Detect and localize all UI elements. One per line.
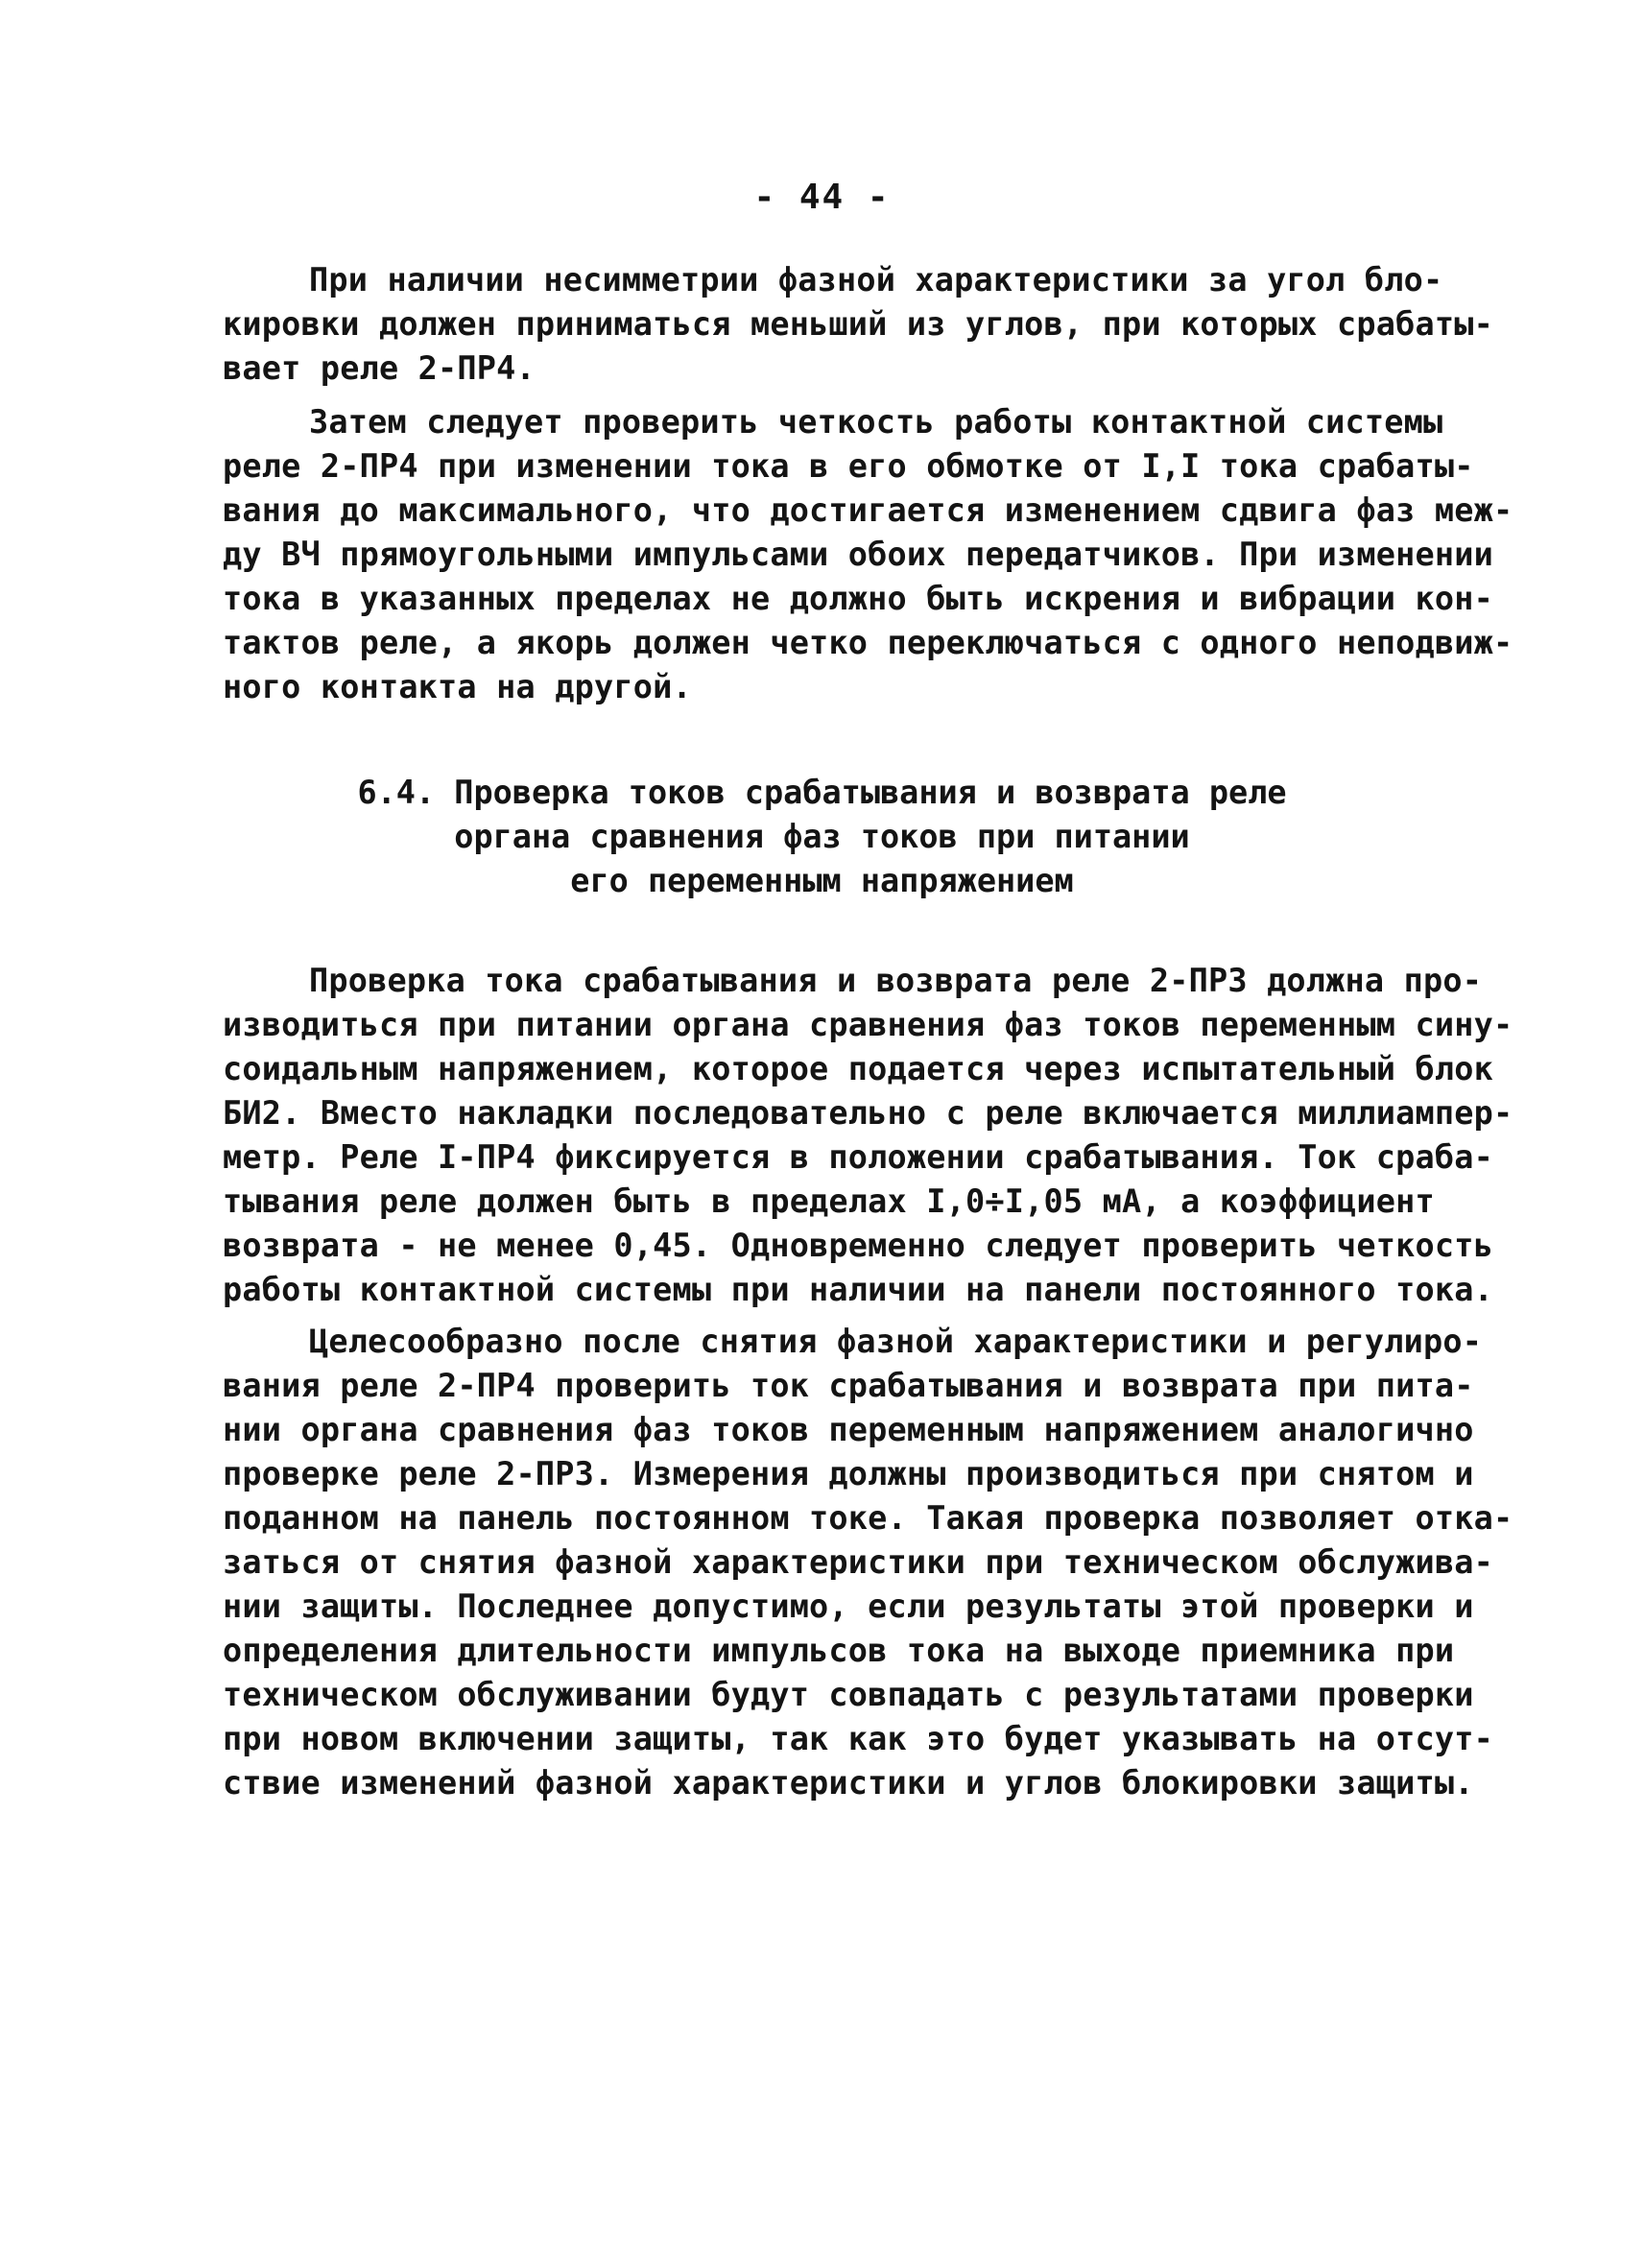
text-line: изводиться при питании органа сравнения фаз токов переменным сину- <box>223 1006 1513 1043</box>
text-line: вания до максимального, что достигается изменением сдвига фаз меж- <box>223 491 1513 529</box>
text-line: ствие изменений фазной характеристики и углов блокировки защиты. <box>223 1764 1474 1802</box>
text-line: нии органа сравнения фаз токов переменным напряжением аналогично <box>223 1411 1474 1448</box>
text-line: техническом обслуживании будут совпадать с результатами проверки <box>223 1676 1474 1713</box>
text-line: заться от снятия фазной характеристики при техническом обслужива- <box>223 1543 1493 1581</box>
text-line: тывания реле должен быть в пределах I,0÷I,05 мА, а коэффициент <box>223 1182 1435 1220</box>
text-line: ного контакта на другой. <box>223 668 692 705</box>
text-line: определения длительности импульсов тока на выходе приемника при <box>223 1632 1455 1669</box>
section-heading-line: 6.4. Проверка токов срабатывания и возврата реле <box>357 774 1287 811</box>
text-line: возврата - не менее 0,45. Одновременно следует проверить четкость <box>223 1227 1493 1264</box>
text-line: метр. Реле I-ПР4 фиксируется в положении срабатывания. Ток сраба- <box>223 1138 1493 1176</box>
page-number: - 44 - <box>753 178 891 217</box>
text-line: При наличии несимметрии фазной характеристики за угол бло- <box>309 261 1443 298</box>
text-line: соидальным напряжением, которое подается через испытательный блок <box>223 1050 1493 1087</box>
text-line: при новом включении защиты, так как это будет указывать на отсут- <box>223 1720 1493 1757</box>
text-line: вания реле 2-ПР4 проверить ток срабатывания и возврата при пита- <box>223 1367 1474 1404</box>
text-line: вает реле 2-ПР4. <box>223 349 536 387</box>
text-line: поданном на панель постоянном токе. Такая проверка позволяет отка- <box>223 1499 1513 1537</box>
text-line: тактов реле, а якорь должен четко переключаться с одного неподвиж- <box>223 624 1513 661</box>
text-line: реле 2-ПР4 при изменении тока в его обмотке от I,I тока срабаты- <box>223 447 1474 485</box>
text-line: нии защиты. Последнее допустимо, если результаты этой проверки и <box>223 1588 1474 1625</box>
text-line: Целесообразно после снятия фазной характеристики и регулиро- <box>309 1323 1483 1360</box>
text-line: работы контактной системы при наличии на панели постоянного тока. <box>223 1271 1493 1308</box>
text-line: Проверка тока срабатывания и возврата реле 2-ПР3 должна про- <box>309 962 1483 999</box>
text-line: проверке реле 2-ПР3. Измерения должны производиться при снятом и <box>223 1455 1474 1492</box>
text-line: кировки должен приниматься меньший из углов, при которых срабаты- <box>223 305 1493 343</box>
text-line: Затем следует проверить четкость работы контактной системы <box>309 403 1443 441</box>
text-line: ду ВЧ прямоугольными импульсами обоих передатчиков. При изменении <box>223 536 1493 573</box>
section-heading-line: органа сравнения фаз токов при питании <box>454 818 1190 855</box>
section-heading-line: его переменным напряжением <box>570 862 1074 899</box>
text-line: тока в указанных пределах не должно быть искрения и вибрации кон- <box>223 580 1493 617</box>
text-line: БИ2. Вместо накладки последовательно с реле включается миллиампер- <box>223 1094 1513 1132</box>
